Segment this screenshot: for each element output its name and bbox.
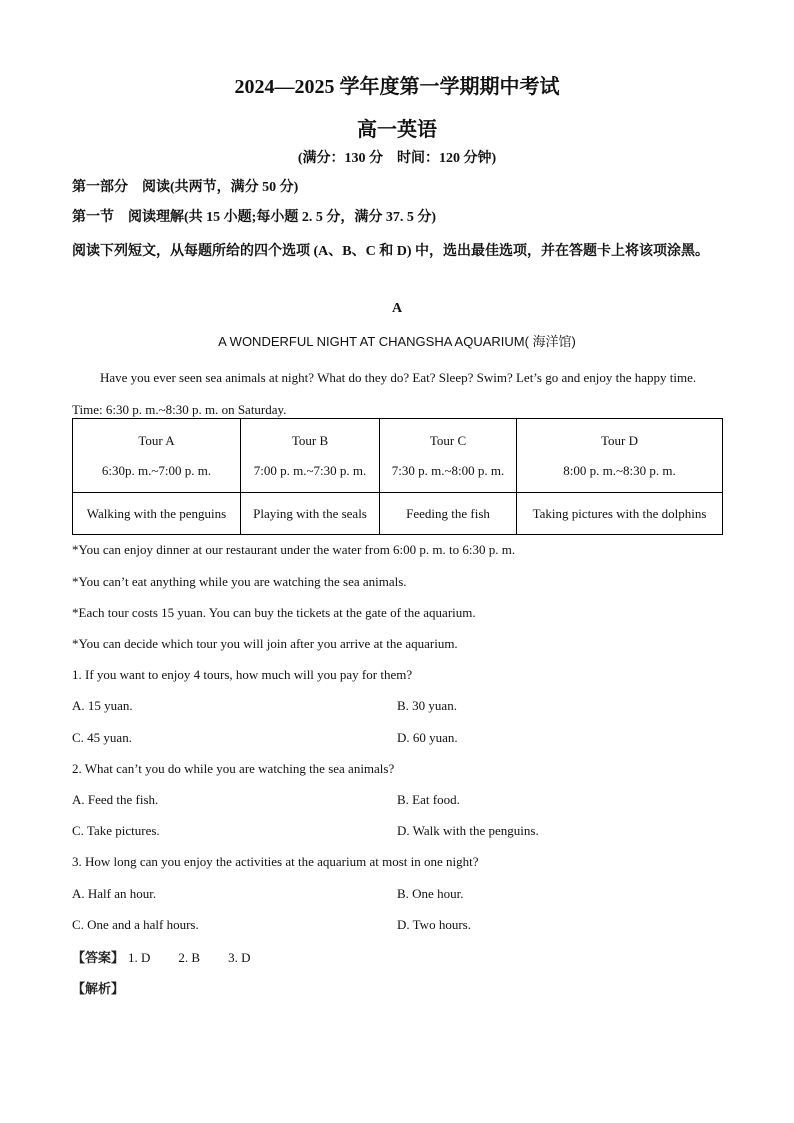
tour-activity: Feeding the fish [380, 493, 517, 535]
option-d: D. Two hours. [397, 917, 471, 932]
note-item: *You can decide which tour you will join after you arrive at the aquarium. [72, 636, 458, 651]
passage-title: A WONDERFUL NIGHT AT CHANGSHA AQUARIUM( 海洋馆) [218, 334, 576, 349]
table-row [73, 419, 723, 493]
table-cell [73, 419, 241, 493]
exam-title: 2024—2025 学年度第一学期期中考试 [234, 76, 560, 98]
tours-table [72, 418, 723, 535]
question-stem: 1. If you want to enjoy 4 tours, how much will you pay for them? [72, 667, 413, 682]
option-c: C. 45 yuan. [72, 730, 132, 745]
option-a: A. Feed the fish. [72, 792, 159, 807]
table-cell [380, 419, 517, 493]
passage-intro: Have you ever seen sea animals at night? What do they do? Eat? Sleep? Swim? Let’s go and enjoy the happy time. Time: 6:30 p. m.~8:30 p. m. on Saturday. [72, 370, 697, 417]
note-item: *You can enjoy dinner at our restaurant under the water from 6:00 p. m. to 6:30 p. m. [72, 542, 516, 557]
table-row [73, 493, 723, 535]
option-d: D. Walk with the penguins. [397, 823, 539, 838]
note-item: *You can’t eat anything while you are watching the sea animals. [72, 574, 407, 589]
table-cell [517, 419, 723, 493]
answer-item: 2. B [178, 950, 201, 965]
table-cell [241, 419, 380, 493]
analysis-label: 【解析】 [72, 981, 125, 996]
passage-label: A [391, 301, 403, 316]
tour-activity: Playing with the seals [241, 493, 380, 535]
tour-name: Tour C [429, 432, 467, 448]
section-heading: 第一节 阅读理解(共 15 小题;每小题 2. 5 分，满分 37. 5 分) [72, 210, 436, 225]
answer-item: 1. D [128, 950, 151, 965]
tour-activity: Walking with the penguins [73, 493, 241, 535]
tour-time: 7:00 p. m.~7:30 p. m. [253, 462, 367, 478]
option-c: C. Take pictures. [72, 823, 160, 838]
option-b: B. Eat food. [397, 792, 460, 807]
option-c: C. One and a half hours. [72, 917, 199, 932]
option-b: B. One hour. [397, 886, 464, 901]
tour-name: Tour B [291, 432, 329, 448]
instructions: 阅读下列短文，从每题所给的四个选项 (A、B、C 和 D) 中，选出最佳选项，并在答题卡上将该项涂黑。 [72, 244, 709, 259]
question-stem: 3. How long can you enjoy the activities at the aquarium at most in one night? [72, 854, 479, 869]
tour-name: Tour A [138, 432, 175, 448]
tour-name: Tour D [600, 432, 638, 448]
tour-time: 7:30 p. m.~8:00 p. m. [391, 462, 505, 478]
exam-subject: 高一英语 [357, 119, 437, 141]
option-a: A. Half an hour. [72, 886, 157, 901]
tour-time: 8:00 p. m.~8:30 p. m. [563, 462, 676, 478]
answer-label: 【答案】 [72, 950, 125, 965]
option-a: A. 15 yuan. [72, 698, 133, 713]
part-heading: 第一部分 阅读(共两节，满分 50 分) [72, 180, 299, 195]
note-item: *Each tour costs 15 yuan. You can buy the tickets at the gate of the aquarium. [72, 605, 476, 620]
answer-item: 3. D [228, 950, 251, 965]
question-stem: 2. What can’t you do while you are watching the sea animals? [72, 761, 395, 776]
tour-activity: Taking pictures with the dolphins [517, 493, 723, 535]
exam-meta: (满分：130 分 时间：120 分钟) [297, 151, 497, 166]
option-d: D. 60 yuan. [397, 730, 458, 745]
answer-line [72, 947, 250, 966]
tour-time: 6:30p. m.~7:00 p. m. [101, 462, 212, 478]
option-b: B. 30 yuan. [397, 698, 457, 713]
